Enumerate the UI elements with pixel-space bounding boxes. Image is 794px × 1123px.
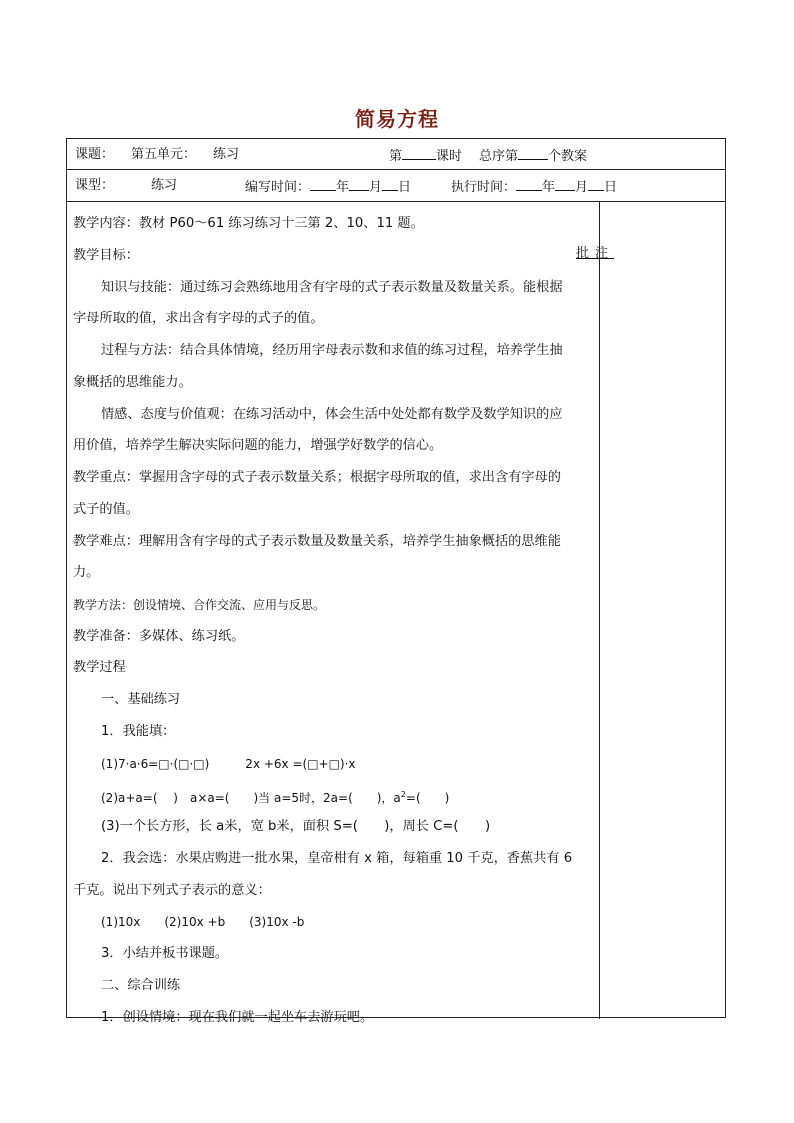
content-line: 教学过程 — [73, 660, 126, 675]
content-line-with-superscript: (2)a+a=( ) a×a=( )当 a=5时，2a=( )，$a^2=$( ) — [101, 790, 450, 805]
content-line: (3)一个长方形，长 a米，宽 b米，面积 S=( )，周长 C=( ) — [101, 819, 491, 834]
header-row-subject — [67, 139, 725, 170]
content-line: 教学准备：多媒体、练习纸。 — [73, 629, 245, 644]
column-divider — [599, 202, 600, 1019]
content-line: (1)10x (2)10x +b (3)10x -b — [101, 915, 305, 929]
total-number: 总序第 个教案 — [479, 149, 588, 164]
content-line: 情感、态度与价值观：在练习活动中，体会生活中处处都有数学及数学知识的应 — [101, 407, 563, 422]
content-line: 教学难点：理解用含有字母的式子表示数量及数量关系，培养学生抽象概括的思维能 — [73, 534, 561, 549]
header-row-type — [67, 170, 725, 202]
content-line: 二、综合训练 — [101, 978, 181, 993]
content-line: 教学目标： — [73, 248, 139, 263]
content-line: 3．小结并板书课题。 — [101, 946, 229, 961]
lesson-number: 第 课时 — [389, 149, 463, 164]
content-line: 教学方法：创设情境、合作交流、应用与反思。 — [73, 598, 326, 612]
content-line: 教学内容：教材 P60～61 练习练习十三第 2、10、11 题。 — [73, 216, 424, 231]
type-value: 练习 — [151, 178, 178, 193]
content-line: 一、基础练习 — [101, 692, 181, 707]
write-time: 编写时间： 年 月 日 — [245, 180, 412, 195]
content-line: 式子的值。 — [73, 502, 139, 517]
lesson-plan-table — [66, 138, 726, 1025]
content-line: 1．我能填： — [101, 724, 176, 739]
content-line: 教学重点：掌握用含字母的式子表示数量关系；根据字母所取的值，求出含有字母的 — [73, 470, 561, 485]
content-line: 力。 — [73, 565, 100, 580]
content-line: 千克。说出下列式子表示的意义： — [73, 883, 271, 898]
unit-label: 第五单元： — [131, 147, 197, 162]
content-line: (1)7·a·6=□·(□·□) 2x +6x =(□+□)·x — [101, 757, 356, 771]
topic-value: 练习 — [213, 147, 240, 162]
exec-time: 执行时间： 年 月 日 — [451, 180, 618, 195]
content-line: 字母所取的值，求出含有字母的式子的值。 — [73, 311, 324, 326]
annotation-label: 批注 — [576, 246, 615, 261]
content-line: 1．创设情境：现在我们就一起坐车去游玩吧。 — [101, 1010, 374, 1025]
content-line: 2．我会选：水果店购进一批水果，皇帝柑有 x 箱，每箱重 10 千克，香蕉共有 6 — [101, 851, 573, 866]
type-label: 课型： — [75, 178, 115, 193]
content-line: 知识与技能：通过练习会熟练地用含有字母的式子表示数量及数量关系。能根据 — [101, 280, 563, 295]
document-title: 简易方程 — [355, 107, 439, 131]
content-line: 用价值，培养学生解决实际问题的能力，增强学好数学的信心。 — [73, 438, 443, 453]
content-line: 过程与方法：结合具体情境，经历用字母表示数和求值的练习过程，培养学生抽 — [101, 343, 563, 358]
subject-label: 课题： — [75, 147, 115, 162]
content-line: 象概括的思维能力。 — [73, 375, 192, 390]
